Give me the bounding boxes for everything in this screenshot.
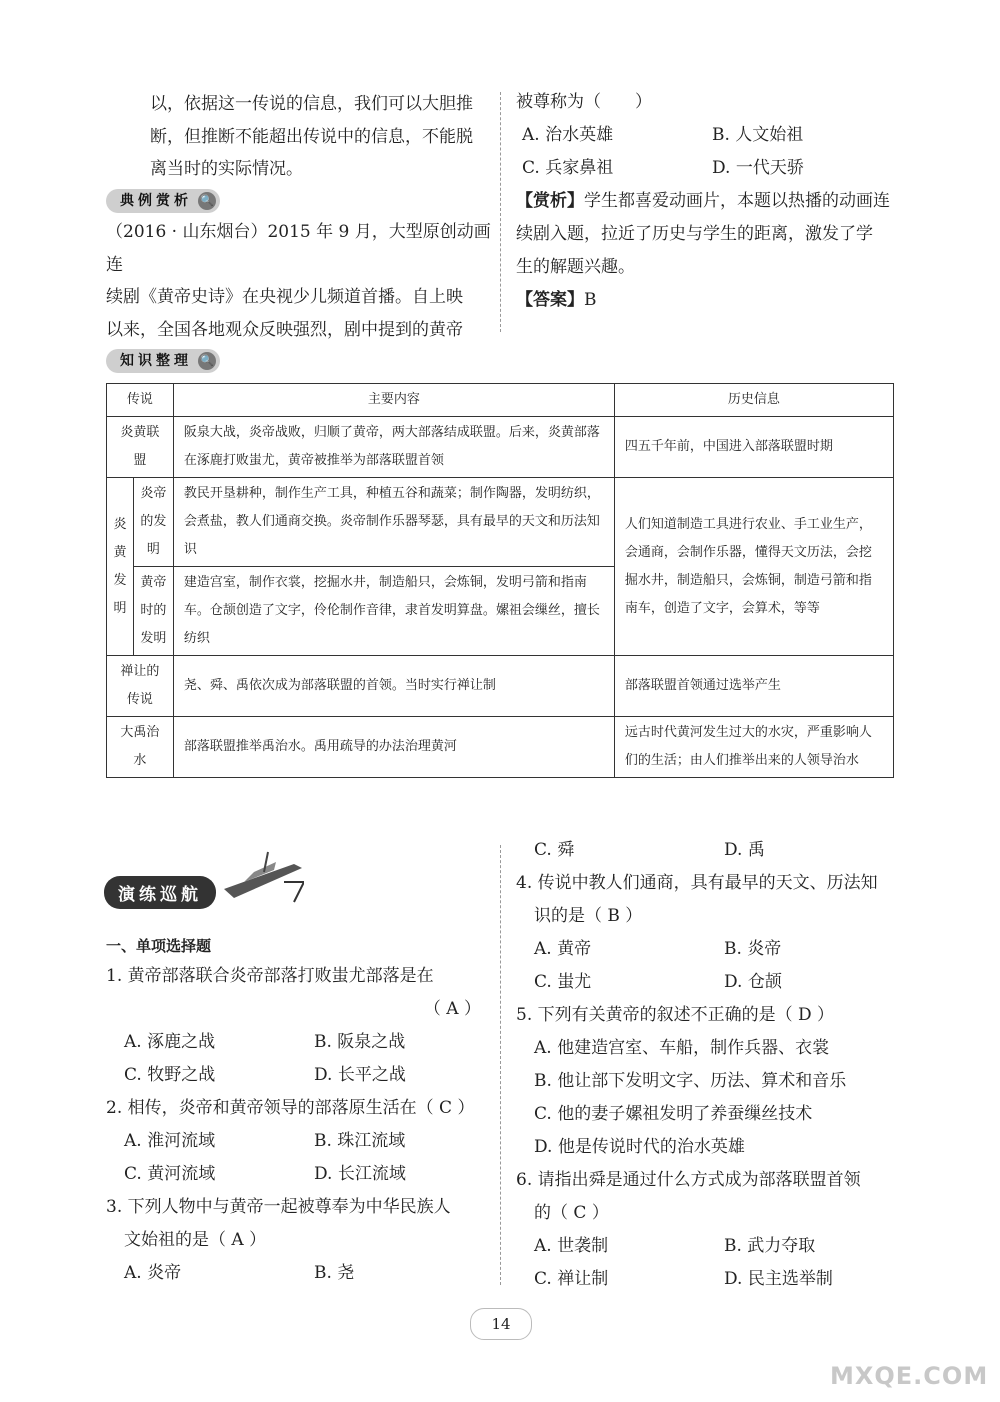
option-b: B. 珠江流域: [314, 1131, 406, 1151]
option-a: A. 淮河流域: [124, 1131, 216, 1151]
option-row: [106, 1125, 491, 1158]
group-char: 黄: [113, 544, 127, 560]
question-2: 2. 相传，炎帝和黄帝领导的部落原生活在（ C ）: [106, 1098, 475, 1118]
row-name: 炎帝的发明: [134, 478, 174, 567]
case-text: [106, 216, 491, 346]
row-content: 教民开垦耕种，制作生产工具，种植五谷和蔬菜；制作陶器，发明纺织，会煮盐，教人们通商交换。炎帝制作乐器琴瑟，具有最早的天文和历法知识: [173, 478, 614, 567]
table-row: [107, 656, 894, 717]
right-questions: [516, 834, 901, 1296]
question-6: 6. 请指出舜是通过什么方式成为部落联盟首领: [516, 1170, 861, 1190]
case-tag-label: 典例赏析: [120, 193, 192, 209]
option-d: D. 长江流域: [314, 1164, 406, 1184]
answer-value: B: [584, 290, 597, 310]
column-divider: [500, 92, 501, 332]
option-d: D. 禹: [724, 840, 765, 860]
practice-header: [104, 872, 304, 912]
option-c: C. 兵家鼻祖: [522, 158, 614, 178]
option-row: [516, 834, 901, 867]
magnifier-icon: 🔍: [198, 352, 216, 370]
option-a: A. 治水英雄: [522, 125, 614, 145]
para-line: 以，依据这一传说的信息，我们可以大胆推: [150, 94, 473, 114]
option-row: [516, 1230, 901, 1263]
table-header-row: [107, 384, 894, 417]
option-row: [516, 1263, 901, 1296]
option-a: A. 炎帝: [124, 1263, 182, 1283]
option-d: D. 仓颉: [724, 972, 782, 992]
question-3: 3. 下列人物中与黄帝一起被尊奉为中华民族人: [106, 1197, 451, 1217]
question-line: 被尊称为（ ）: [516, 92, 652, 112]
case-line: （2016 · 山东烟台）2015 年 9 月，大型原创动画连: [106, 222, 491, 275]
knowledge-table: [106, 383, 894, 778]
question-6-cont: 的（ C ）: [534, 1203, 609, 1223]
row-content: 部落联盟推举禹治水。禹用疏导的办法治理黄河: [173, 717, 614, 778]
group-label: [107, 478, 134, 656]
group-char: 炎: [113, 516, 127, 532]
option-a: A. 涿鹿之战: [124, 1032, 216, 1052]
row-name: 禅让的传说: [107, 656, 174, 717]
option-b: B. 炎帝: [724, 939, 782, 959]
table-row: [107, 717, 894, 778]
option-b: B. 尧: [314, 1263, 355, 1283]
option-row: [106, 1257, 491, 1290]
analysis-line: [516, 185, 901, 218]
option-c: C. 他的妻子嫘祖发明了养蚕缫丝技术: [534, 1104, 813, 1124]
intro-paragraph: [120, 88, 490, 186]
option-b: B. 人文始祖: [712, 125, 804, 145]
option-row: [106, 1026, 491, 1059]
row-name: 炎黄联盟: [107, 417, 174, 478]
knowledge-tag: [106, 349, 220, 373]
row-info: 四五千年前，中国进入部落联盟时期: [614, 417, 893, 478]
option-d: D. 长平之战: [314, 1065, 406, 1085]
option-a: A. 他建造宫室、车船，制作兵器、衣裳: [534, 1038, 830, 1058]
table-row: [107, 417, 894, 478]
section-title: 一、单项选择题: [106, 937, 212, 955]
question-4: 4. 传说中教人们通商，具有最早的天文、历法知: [516, 873, 878, 893]
analysis-text: 学生都喜爱动画片，本题以热播的动画连: [584, 191, 890, 211]
analysis-label: 【赏析】: [516, 191, 584, 211]
row-name: 黄帝时的发明: [134, 567, 174, 656]
option-d: D. 民主选举制: [724, 1269, 833, 1289]
question-3-cont: 文始祖的是（ A ）: [124, 1230, 267, 1250]
header-content: 主要内容: [173, 384, 614, 417]
row-name: 大禹治水: [107, 717, 174, 778]
ship-icon: [224, 844, 304, 904]
analysis-line: 续剧入题，拉近了历史与学生的距离，激发了学: [516, 224, 873, 244]
option-d: D. 一代天骄: [712, 158, 804, 178]
option-b: B. 阪泉之战: [314, 1032, 406, 1052]
case-line: 以来，全国各地观众反映强烈，剧中提到的黄帝: [106, 319, 463, 340]
row-content: 阪泉大战，炎帝战败，归顺了黄帝，两大部落结成联盟。后来，炎黄部落在涿鹿打败蚩尤，黄帝被推举为部落联盟首领: [173, 417, 614, 478]
option-b: B. 武力夺取: [724, 1236, 816, 1256]
option-a: A. 黄帝: [534, 939, 592, 959]
case-question-continued: [516, 86, 901, 317]
option-b: B. 他让部下发明文字、历法、算术和音乐: [534, 1071, 847, 1091]
group-char: 明: [113, 600, 127, 616]
option-row: [516, 933, 901, 966]
knowledge-tag-label: 知识整理: [120, 353, 192, 369]
option-c: C. 蚩尤: [534, 972, 592, 992]
para-line: 离当时的实际情况。: [150, 159, 303, 179]
option-d: D. 他是传说时代的治水英雄: [534, 1137, 745, 1157]
option-row: [106, 1059, 491, 1092]
answer-line: [516, 284, 901, 317]
option-a: A. 世袭制: [534, 1236, 609, 1256]
practice-badge: 演练巡航: [104, 876, 216, 909]
question-1: 1. 黄帝部落联合炎帝部落打败蚩尤部落是在: [106, 966, 434, 986]
group-char: 发: [113, 572, 127, 588]
answer-1: （ A ）: [423, 999, 481, 1019]
option-c: C. 禅让制: [534, 1269, 609, 1289]
row-info: 部落联盟首领通过选举产生: [614, 656, 893, 717]
question-5: 5. 下列有关黄帝的叙述不正确的是（ D ）: [516, 1005, 835, 1025]
analysis-line: 生的解题兴趣。: [516, 257, 635, 277]
answer-label: 【答案】: [516, 290, 584, 310]
magnifier-icon: 🔍: [198, 192, 216, 210]
row-info: 远古时代黄河发生过大的水灾，严重影响人们的生活；由人们推举出来的人领导治水: [614, 717, 893, 778]
option-c: C. 舜: [534, 840, 575, 860]
header-legend: 传说: [107, 384, 174, 417]
option-c: C. 牧野之战: [124, 1065, 216, 1085]
watermark: MXQE.COM: [830, 1362, 989, 1390]
left-questions: [106, 932, 491, 1290]
table-row: [107, 478, 894, 567]
option-row: [516, 152, 901, 185]
option-row: [516, 119, 901, 152]
row-info: 人们知道制造工具进行农业、手工业生产，会通商，会制作乐器，懂得天文历法，会挖掘水井，制造船只，会炼铜，制造弓箭和指南车，创造了文字，会算术，等等: [614, 478, 893, 656]
case-line: 续剧《黄帝史诗》在央视少儿频道首播。自上映: [106, 287, 463, 307]
case-tag: [106, 189, 220, 213]
option-row: [516, 966, 901, 999]
page-number: 14: [470, 1308, 532, 1340]
para-line: 断，但推断不能超出传说中的信息，不能脱: [150, 126, 473, 147]
row-content: 建造宫室，制作衣裳，挖掘水井，制造船只，会炼铜，发明弓箭和指南车。仓颉创造了文字，伶伦制作音律，隶首发明算盘。嫘祖会缫丝，擅长纺织: [173, 567, 614, 656]
question-4-cont: 识的是（ B ）: [534, 906, 643, 926]
option-c: C. 黄河流域: [124, 1164, 216, 1184]
option-row: [106, 1158, 491, 1191]
row-content: 尧、舜、禹依次成为部落联盟的首领。当时实行禅让制: [173, 656, 614, 717]
header-info: 历史信息: [614, 384, 893, 417]
column-divider: [500, 845, 501, 1285]
